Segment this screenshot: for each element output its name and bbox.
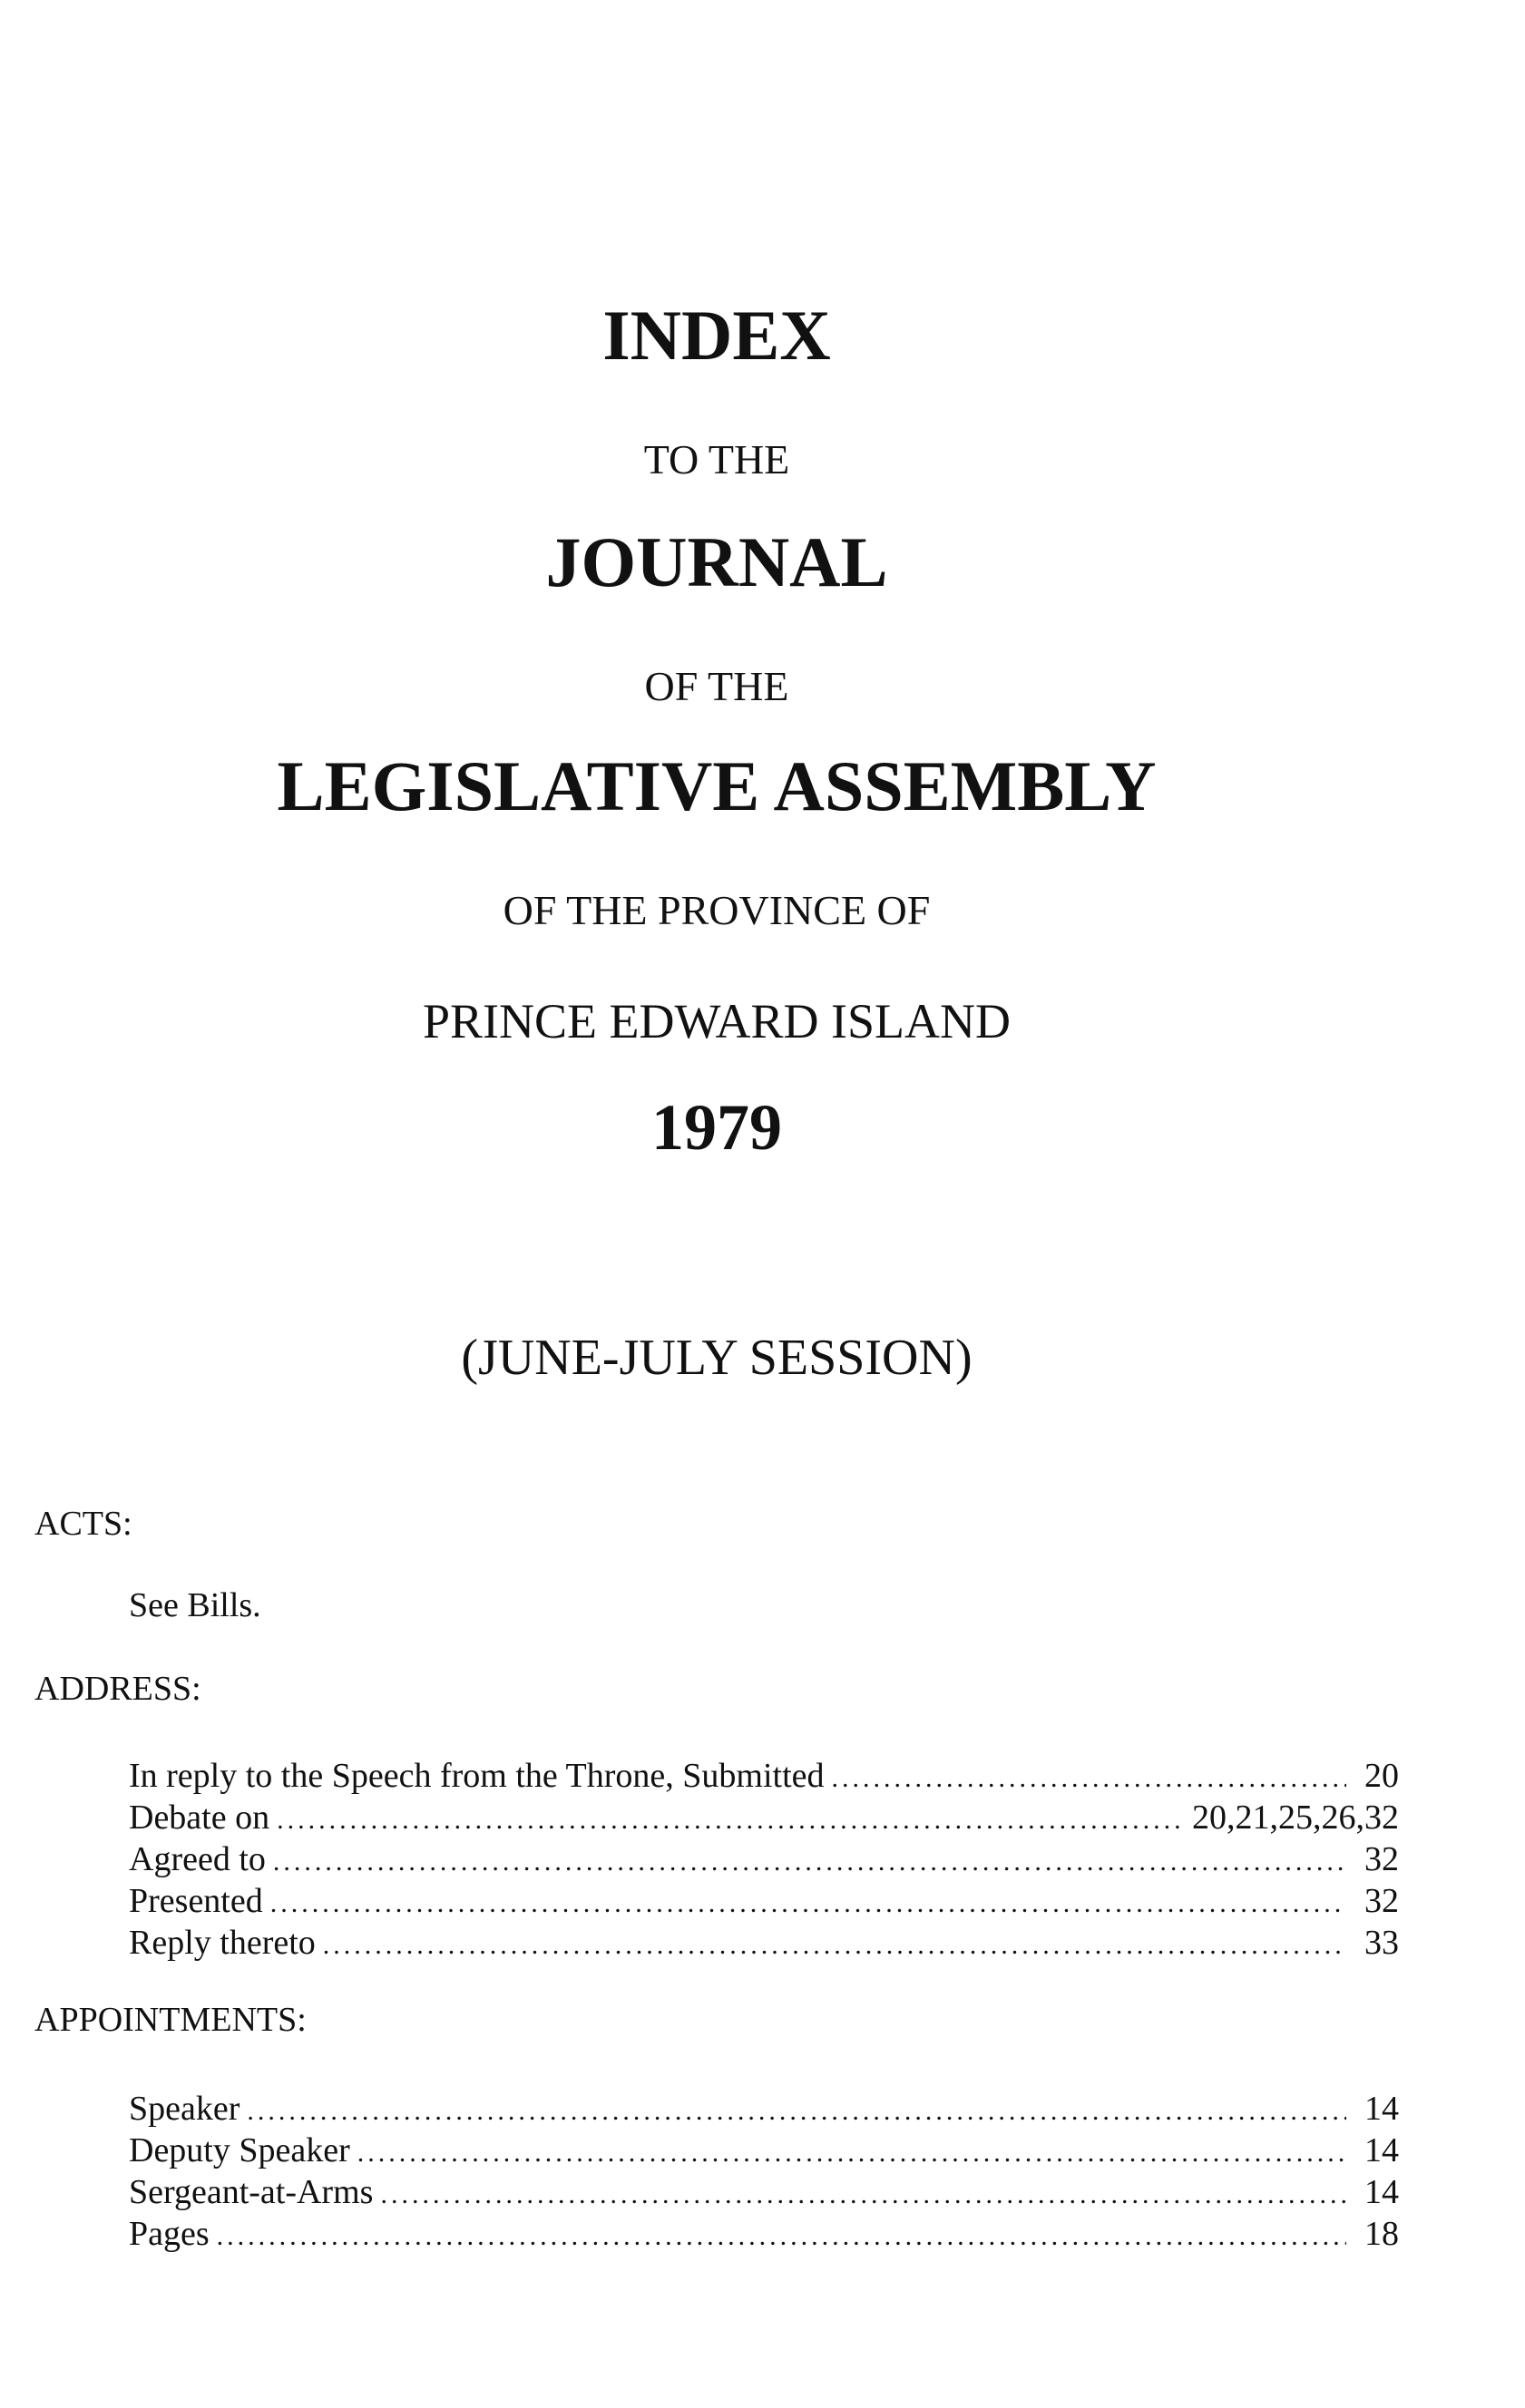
entry-label: Debate on [129, 1799, 270, 1837]
entry-pages: 32 [1364, 1882, 1399, 1920]
dot-leader [247, 2091, 1346, 2132]
index-entry [129, 2088, 1399, 2130]
appointments-entries [129, 2088, 1399, 2255]
dot-leader [273, 1841, 1346, 1883]
entry-label: Agreed to [129, 1840, 266, 1878]
title-of-the-province-of: OF THE PROVINCE OF [503, 887, 931, 933]
title-year: 1979 [651, 1091, 782, 1164]
appointments-heading: APPOINTMENTS: [34, 2001, 307, 2039]
index-entry [129, 1755, 1399, 1797]
entry-label: In reply to the Speech from the Throne, Submitted [129, 1757, 825, 1795]
dot-leader [217, 2216, 1346, 2257]
title-province-name: PRINCE EDWARD ISLAND [423, 994, 1011, 1048]
index-entry [129, 2130, 1399, 2171]
title-index: INDEX [602, 296, 831, 375]
title-of-the: OF THE [644, 663, 789, 709]
index-entry [129, 1880, 1399, 1922]
dot-leader [270, 1883, 1346, 1925]
dot-leader [277, 1799, 1185, 1841]
dot-leader [323, 1925, 1346, 1966]
entry-pages: 32 [1364, 1840, 1399, 1878]
entry-label: Speaker [129, 2090, 240, 2128]
entry-label: Deputy Speaker [129, 2131, 350, 2169]
acts-see-note: See Bills. [129, 1586, 261, 1624]
index-entry [129, 2171, 1399, 2213]
entry-label: Sergeant-at-Arms [129, 2173, 374, 2211]
index-entry [129, 1797, 1399, 1838]
entry-label: Pages [129, 2215, 210, 2253]
address-heading: ADDRESS: [34, 1670, 201, 1708]
entry-label: Presented [129, 1882, 263, 1920]
entry-pages: 33 [1364, 1924, 1399, 1962]
entry-pages: 20 [1364, 1757, 1399, 1795]
entry-pages: 20,21,25,26,32 [1192, 1799, 1399, 1837]
entry-pages: 14 [1364, 2131, 1399, 2169]
dot-leader [357, 2132, 1346, 2174]
entry-pages: 14 [1364, 2173, 1399, 2211]
title-session: (JUNE-JULY SESSION) [461, 1330, 973, 1386]
index-entry [129, 1922, 1399, 1964]
title-journal: JOURNAL [545, 522, 888, 601]
entry-pages: 14 [1364, 2090, 1399, 2128]
index-entry [129, 2213, 1399, 2255]
dot-leader [380, 2174, 1346, 2216]
acts-heading: ACTS: [34, 1505, 132, 1543]
entry-label: Reply thereto [129, 1924, 316, 1962]
index-entry [129, 1838, 1399, 1880]
dot-leader [832, 1758, 1346, 1799]
title-legislative-assembly: LEGISLATIVE ASSEMBLY [277, 746, 1157, 825]
address-entries [129, 1755, 1399, 1964]
title-to-the: TO THE [643, 436, 790, 483]
entry-pages: 18 [1364, 2215, 1399, 2253]
